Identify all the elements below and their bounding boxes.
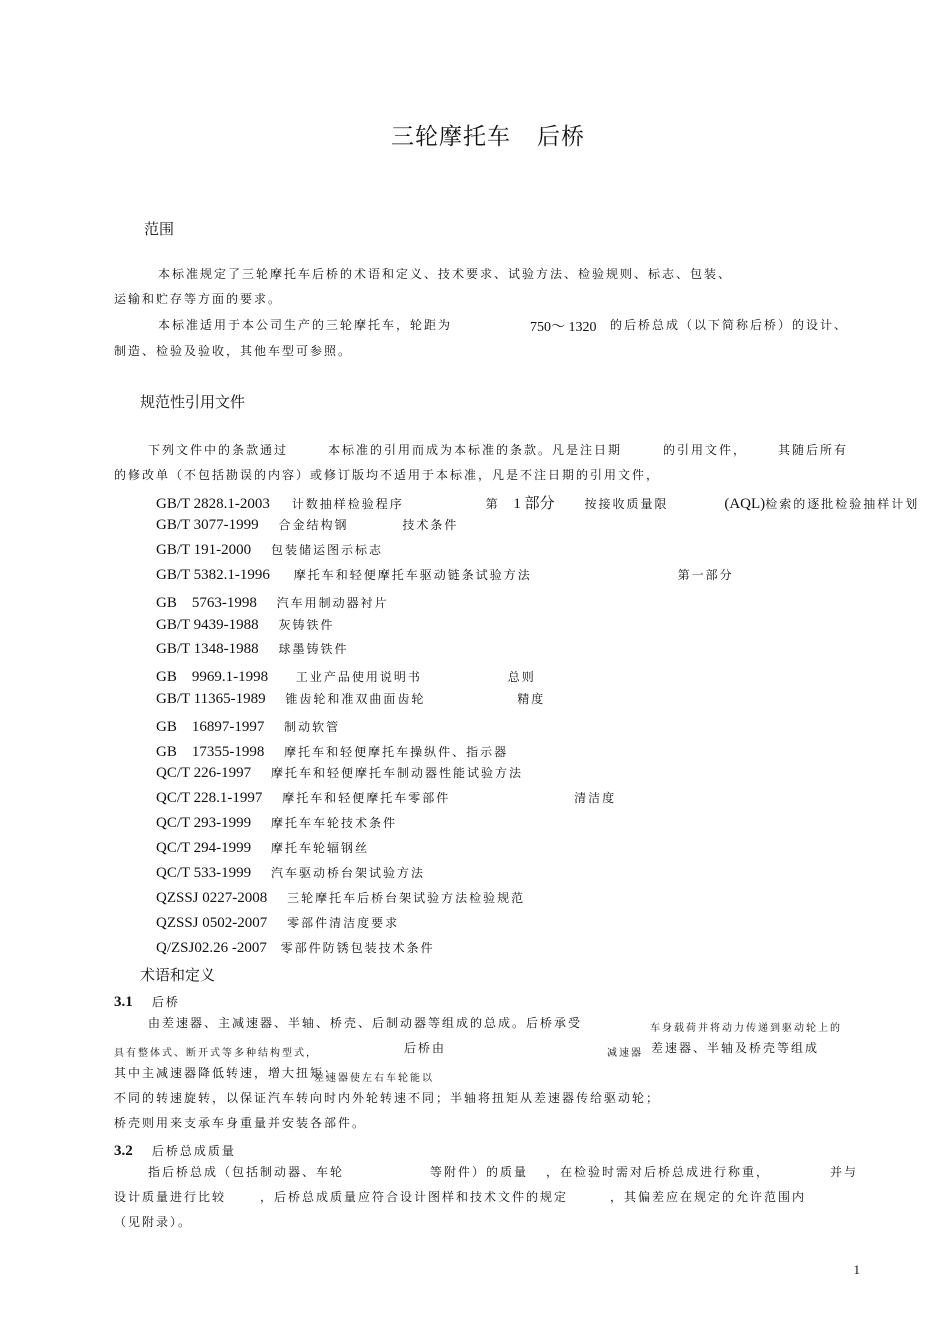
title-part-1: 三轮摩托车 [391,124,511,150]
reference-text: 三轮摩托车后桥台架试验方法检验规范 [287,891,526,905]
reference-text: 总则 [507,670,536,684]
document-title [0,118,950,151]
reference-item [156,492,919,513]
term-3-1-line: 其中主减速器降低转速，增大扭矩； [114,1066,339,1080]
reference-text: 包装储运图示标志 [270,543,383,557]
reference-code: 1 部分 [513,496,555,512]
reference-code: GB 16897-1997 [156,719,265,735]
scope-line-1: 本标准规定了三轮摩托车后桥的术语和定义、技术要求、试验方法、检验规则、标志、包装、 [158,267,733,281]
reference-code: GB 17355-1998 [156,744,265,760]
normative-intro-2: 本标准的引用而成为本标准的条款。凡是注日期 [328,443,623,457]
normative-intro-1: 下列文件中的条款通过 [148,443,289,457]
term-3-2-line: （见附录）。 [114,1215,193,1229]
reference-item [156,939,435,957]
reference-code: GB/T 3077-1999 [156,517,259,533]
term-3-1-heading [114,991,180,1011]
reference-text: 合金结构钢 [278,518,349,532]
term-3-1-line: 不同的转速旋转，以保证汽车转向时内外轮转速不同；半轴将扭矩从差速器传给驱动轮； [114,1091,661,1105]
reference-item [156,715,340,736]
reference-item [156,864,425,882]
term-3-1-line: 后桥由 [404,1041,447,1055]
term-3-2-line: ，后桥总成质量应符合设计图样和技术文件的规定 [260,1190,569,1204]
reference-text: 灰铸铁件 [278,618,335,632]
reference-code: QC/T 533-1999 [156,865,252,881]
reference-code: QC/T 228.1-1997 [156,790,263,806]
reference-text: 摩托车和轻便摩托车操纵件、指示器 [284,745,509,759]
normative-intro-3: 的引用文件， [663,443,748,457]
reference-text: 汽车驱动桥台架试验方法 [270,866,425,880]
reference-code: QC/T 293-1999 [156,815,252,831]
reference-text: 按接收质量限 [584,497,669,511]
reference-text: 技术条件 [402,518,459,532]
reference-code: GB/T 5382.1-1996 [156,567,270,583]
reference-code: Q/ZSJ02.26 -2007 [156,940,267,956]
reference-text: 球墨铸铁件 [278,642,349,656]
normative-intro-5: 的修改单（不包括勘误的内容）或修订版均不适用于本标准，凡是不注日期的引用文件， [114,468,661,482]
term-label: 后桥总成质量 [151,1144,236,1158]
reference-code: GB/T 1348-1988 [156,641,259,657]
reference-text: 精度 [517,692,546,706]
reference-code: GB 5763-1998 [156,595,257,611]
reference-code: (AQL) [724,496,766,512]
term-3-2-line: 指后桥总成（包括制动器、车轮 [148,1165,345,1179]
reference-code: QZSSJ 0227-2008 [156,890,268,906]
title-part-2: 后桥 [537,124,585,150]
term-3-1-line: 减速器 [607,1048,643,1059]
reference-item [156,665,536,686]
page-number: 1 [853,1262,860,1277]
reference-text: 零部件清洁度要求 [287,916,400,930]
term-3-1-line: 桥壳则用来支承车身重量并安装各部件。 [114,1116,367,1130]
reference-item [156,516,458,534]
reference-item [156,566,734,584]
reference-item [156,764,523,782]
term-3-2-heading [114,1140,236,1160]
reference-text: 检索的逐批检验抽样计划 [765,497,920,511]
reference-text: 锥齿轮和准双曲面齿轮 [285,692,426,706]
reference-text: 制动软管 [284,720,341,734]
scope-line-4: 制造、检验及验收，其他车型可参照。 [114,344,353,358]
scope-line-3c: 的后桥总成（以下简称后桥）的设计、 [610,318,849,332]
reference-code: GB 9969.1-1998 [156,669,269,685]
term-number: 3.2 [114,1143,133,1159]
term-3-2-line: ，其偏差应在规定的允许范围内 [610,1190,807,1204]
reference-text: 第 [485,497,500,511]
reference-code: GB/T 2828.1-2003 [156,496,270,512]
term-3-2-line: 并与 [830,1165,859,1179]
reference-text: 摩托车轮辐钢丝 [270,841,369,855]
term-3-2-line: ，在检验时需对后桥总成进行称重， [546,1165,771,1179]
section-heading-terms: 术语和定义 [140,966,216,984]
reference-item [156,640,349,658]
reference-item [156,616,335,634]
reference-text: 摩托车和轻便摩托车制动器性能试验方法 [270,766,523,780]
scope-line-3b: 750～ 1320 [530,320,597,335]
term-3-1-line: 由差速器、主减速器、半轴、桥壳、后制动器等组成的总成。后桥承受 [148,1016,583,1030]
reference-item [156,889,525,907]
reference-item [156,591,389,612]
term-3-2-line: 等附件）的质量 [430,1165,529,1179]
reference-code: QC/T 226-1997 [156,765,252,781]
reference-text: 工业产品使用说明书 [295,670,422,684]
scope-line-2: 运输和贮存等方面的要求。 [114,292,283,306]
reference-text: 零部件防锈包装技术条件 [280,941,435,955]
term-3-1-line: 差速器、半轴及桥壳等组成 [651,1041,820,1055]
term-label: 后桥 [151,995,180,1009]
reference-item [156,914,399,932]
reference-code: QZSSJ 0502-2007 [156,915,268,931]
term-3-1-line: 差速器使左右车轮能以 [314,1073,434,1084]
reference-item [156,740,508,761]
term-number: 3.1 [114,994,133,1010]
reference-text: 摩托车和轻便摩托车驱动链条试验方法 [293,568,532,582]
reference-item [156,690,545,708]
reference-text: 摩托车车轮技术条件 [270,816,397,830]
term-3-1-line: 具有整体式、断开式等多种结构型式， [114,1048,318,1059]
section-heading-scope: 范围 [144,220,175,238]
scope-line-3a: 本标准适用于本公司生产的三轮摩托车，轮距为 [158,318,453,332]
term-3-1-line: 车身载荷并将动力传递到驱动轮上的 [650,1023,842,1034]
reference-item [156,814,397,832]
reference-code: GB/T 191-2000 [156,542,252,558]
reference-text: 清洁度 [574,791,617,805]
reference-code: QC/T 294-1999 [156,840,252,856]
section-heading-normative: 规范性引用文件 [140,393,246,411]
reference-code: GB/T 11365-1989 [156,691,266,707]
term-3-2-line: 设计质量进行比较 [114,1190,227,1204]
reference-item [156,789,616,807]
reference-text: 汽车用制动器衬片 [276,596,389,610]
reference-text: 计数抽样检验程序 [291,497,404,511]
reference-item [156,839,369,857]
reference-code: GB/T 9439-1988 [156,617,259,633]
reference-text: 第一部分 [677,568,734,582]
normative-intro-4: 其随后所有 [778,443,849,457]
reference-item [156,541,383,559]
reference-text: 摩托车和轻便摩托车零部件 [282,791,451,805]
